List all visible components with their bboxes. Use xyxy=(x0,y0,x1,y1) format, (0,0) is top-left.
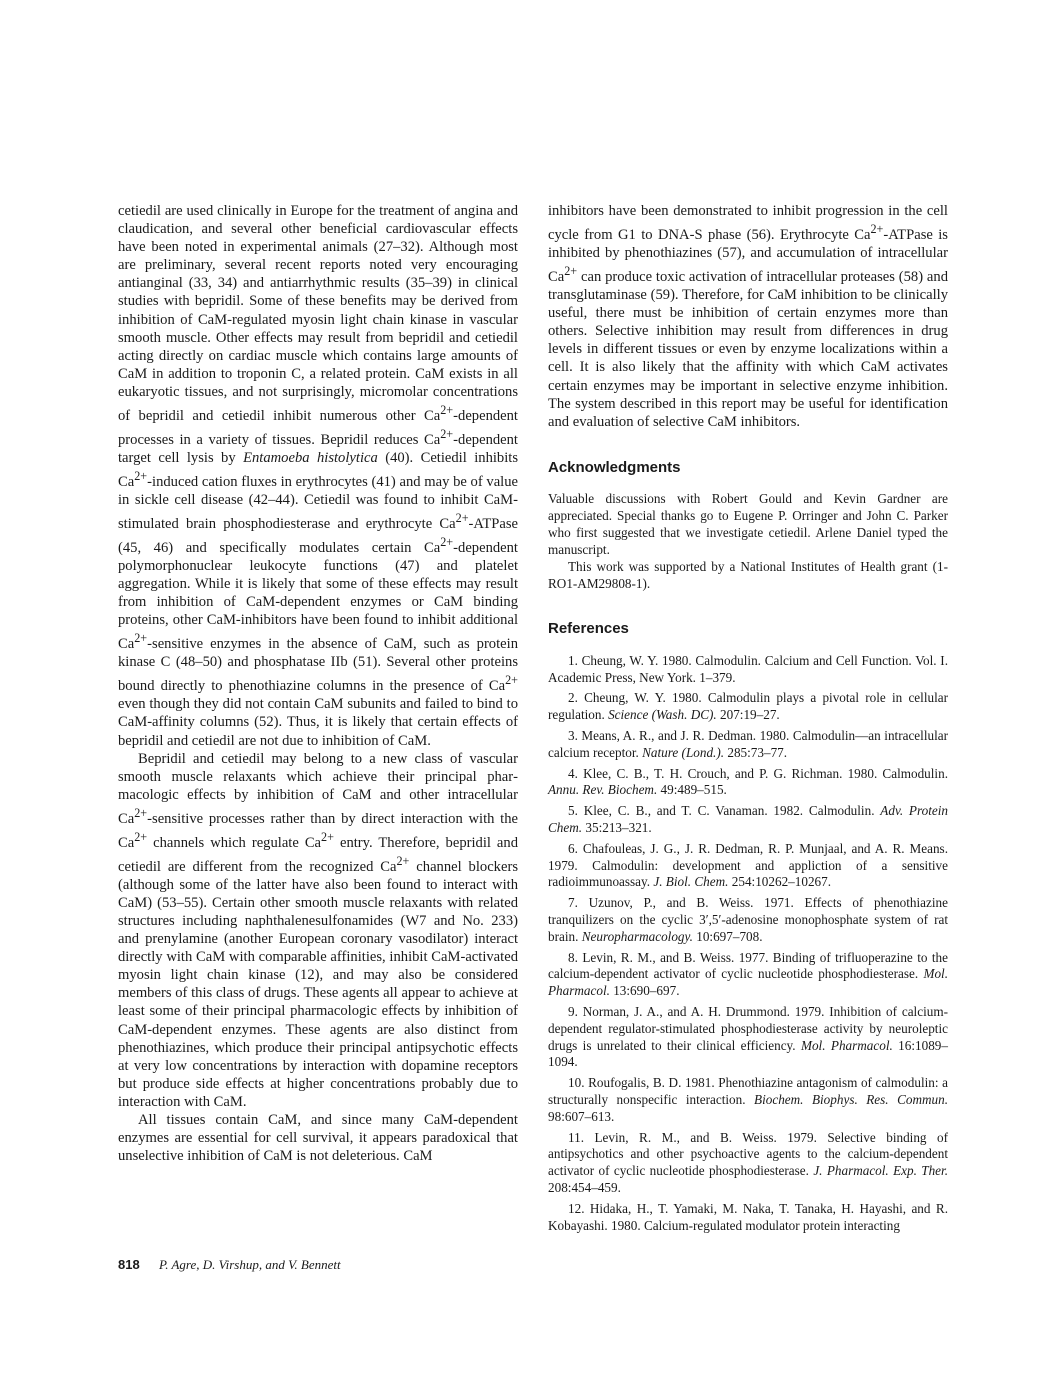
page-footer xyxy=(118,1257,341,1273)
reference-item: 9. Norman, J. A., and A. H. Drummond. 1979. Inhibition of calcium-dependent regulator-stimulated phosphodiesterase activity by neuroleptic drugs is unrelated to their clinical efficiency. Mol. Pharmacol. 16:1089–1094. xyxy=(548,1003,948,1070)
references-heading: References xyxy=(548,619,629,637)
acknowledgments-paragraph: This work was supported by a National Institutes of Health grant (1-RO1-AM29808-1). xyxy=(548,558,948,591)
reference-item: 1. Cheung, W. Y. 1980. Calmodulin. Calcium and Cell Function. Vol. I. Academic Press, New York. 1–379. xyxy=(548,652,948,685)
acknowledgments-paragraph: Valuable discussions with Robert Gould and Kevin Gardner are appreciated. Special thanks go to Eugene P. Orringer and John C. Parker who first suggested that we investigate cetiedil. Arlene Daniel typed the manuscript. xyxy=(548,490,948,557)
page-number: 818 xyxy=(118,1257,140,1272)
body-paragraph: All tissues contain CaM, and since many CaM-dependent enzymes are essential for cell survival, it appears paradoxical that unselective inhibition of CaM is not deleterious. CaM xyxy=(118,1112,518,1165)
body-paragraph: Bepridil and cetiedil may belong to a new class of vascular smooth muscle relaxants which achieve their principal pharmacologic effects by inhibition of CaM and other intracellular $Ca^{2+}$-sensitive processes rather than by direct interaction with the $Ca^{2+}$ channels which regulate $Ca^{2+}$ entry. Therefore, bepridil and cetiedil are different from the recognized $Ca^{2+}$ channel blockers (although some of the latter have also been found to interact with CaM) (53–55). Certain other smooth muscle relaxants with related structures including naphthalenesulfonamides (W7 and No. 233) and prenylamine (another European coronary vasodilator) interact directly with CaM with comparable affinities, inhibit CaM-activated myosin light chain kinase (12), and may also be considered members of this class of drugs. These agents all appear to achieve at least some of their principal pharmacologic effects by inhibition of CaM-dependent enzymes. These agents are also distinct from phenothiazines, which produce their principal antipsychotic effects at very low concentrations by interaction with dopamine receptors but produce side effects at higher concentrations probably due to interaction with CaM. xyxy=(118,750,518,1110)
reference-item: 12. Hidaka, H., T. Yamaki, M. Naka, T. Tanaka, H. Hayashi, and R. Kobayashi. 1980. Calcium-regulated modulator protein interacting xyxy=(548,1200,948,1233)
reference-item: 7. Uzunov, P., and B. Weiss. 1971. Effects of phenothiazine tranquilizers on the cyclic 3′,5′-adenosine monophosphate system of rat brain. Neuropharmacology. 10:697–708. xyxy=(548,895,948,944)
reference-item: 5. Klee, C. B., and T. C. Vanaman. 1982. Calmodulin. Adv. Protein Chem. 35:213–321. xyxy=(548,803,948,836)
reference-item: 8. Levin, R. M., and B. Weiss. 1977. Binding of trifluoperazine to the calcium-dependent activator of cyclic nucleotide phosphodiesterase. Mol. Pharmacol. 13:690–697. xyxy=(548,949,948,999)
body-paragraph: cetiedil are used clinically in Europe for the treatment of angina and claudication, and several other beneficial cardiovascular effects have been noted in experimental animals (27–32). Although most are preliminary, several recent reports noted very encouraging antianginal (33, 34) and antiarrhythmic results (35–39) in clinical studies with bepridil. Some of these benefits may be derived from inhibition of CaM-regulated myosin light chain kinase in vascular smooth muscle. Other effects may result from bepridil and cetiedil acting directly on cardiac muscle which contains large amounts of CaM in addition to troponin C, a related protein. CaM exists in all eukaryotic tissues, and not surprisingly, micromolar concentrations of bepridil and cetiedil inhibit numerous other $Ca^{2+}$-dependent processes in a variety of tissues. Bepridil reduces $Ca^{2+}$-dependent target cell lysis by Entamoeba histolytica (40). Cetiedil inhibits $Ca^{2+}$-induced cation fluxes in erythrocytes (41) and may be of value in sickle cell disease (42–44). Cetiedil was found to inhibit CaM-stimulated brain phosphodiesterase and erythrocyte $Ca^{2+}$-ATPase (45, 46) and specifically modulates certain $Ca^{2+}$-dependent polymorphonuclear leukocyte functions (47) and platelet aggregation. While it is likely that some of these effects may result from inhibition of CaM-dependent enzymes or CaM binding proteins, other CaM-inhibitors have been found to inhibit additional $Ca^{2+}$-sensitive enzymes in the absence of CaM, such as protein kinase C (48–50) and phosphatase IIb (51). Several other proteins bound directly to phenothiazine columns in the presence of $Ca^{2+}$ even though they did not contain CaM subunits and failed to bind to CaM-affinity columns (52). Thus, it is likely that certain effects of bepridil and cetiedil are not due to inhibition of CaM. xyxy=(118,203,519,749)
reference-item: 3. Means, A. R., and J. R. Dedman. 1980. Calmodulin—an intracellular calcium receptor. Nature (Lond.). 285:73–77. xyxy=(548,728,948,760)
reference-list xyxy=(548,653,948,1235)
running-authors: P. Agre, D. Virshup, and V. Bennett xyxy=(158,1257,341,1272)
reference-item: 11. Levin, R. M., and B. Weiss. 1979. Selective binding of antipsychotics and other psychoactive agents to the calcium-dependent activator of cyclic nucleotide phosphodiesterase. J. Pharmacol. Exp. Ther. 208:454–459. xyxy=(548,1129,948,1195)
reference-item: 2. Cheung, W. Y. 1980. Calmodulin plays a pivotal role in cellular regulation. Science (Wash. DC). 207:19–27. xyxy=(548,690,948,723)
right-column xyxy=(548,202,948,1238)
body-paragraph: inhibitors have been demonstrated to inhibit progression in the cell cycle from G1 to DNA-S phase (56). Erythrocyte $Ca^{2+}$-ATPase is inhibited by phenothiazines (57), and accumulation of intracellular $Ca^{2+}$ can produce toxic activation of intracellular proteases (58) and transglutaminase (59). Therefore, for CaM inhibition to be clinically useful, there must be inhibition of certain enzymes more than others. Selective inhibition may result from differences in drug levels in different tissues or even by enzyme localizations within a cell. It is also likely that the affinity with which CaM activates certain enzymes may be important in selective enzyme inhibition. The system described in this report may be useful for identification and evaluation of selective CaM inhibitors. xyxy=(548,203,948,430)
reference-item: 4. Klee, C. B., T. H. Crouch, and P. G. Richman. 1980. Calmodulin. Annu. Rev. Biochem. 49:489–515. xyxy=(548,765,948,798)
reference-item: 10. Roufogalis, B. D. 1981. Phenothiazine antagonism of calmodulin: a structurally nonspecific interaction. Biochem. Biophys. Res. Commun. 98:607–613. xyxy=(548,1075,948,1124)
acknowledgments-heading: Acknowledgments xyxy=(548,458,681,476)
reference-item: 6. Chafouleas, J. G., J. R. Dedman, R. P. Munjaal, and A. R. Means. 1979. Calmodulin: development and appliction of a sensitive radioimmunoassay. J. Biol. Chem. 254:10262–10267. xyxy=(548,840,948,890)
left-column xyxy=(118,202,518,1165)
